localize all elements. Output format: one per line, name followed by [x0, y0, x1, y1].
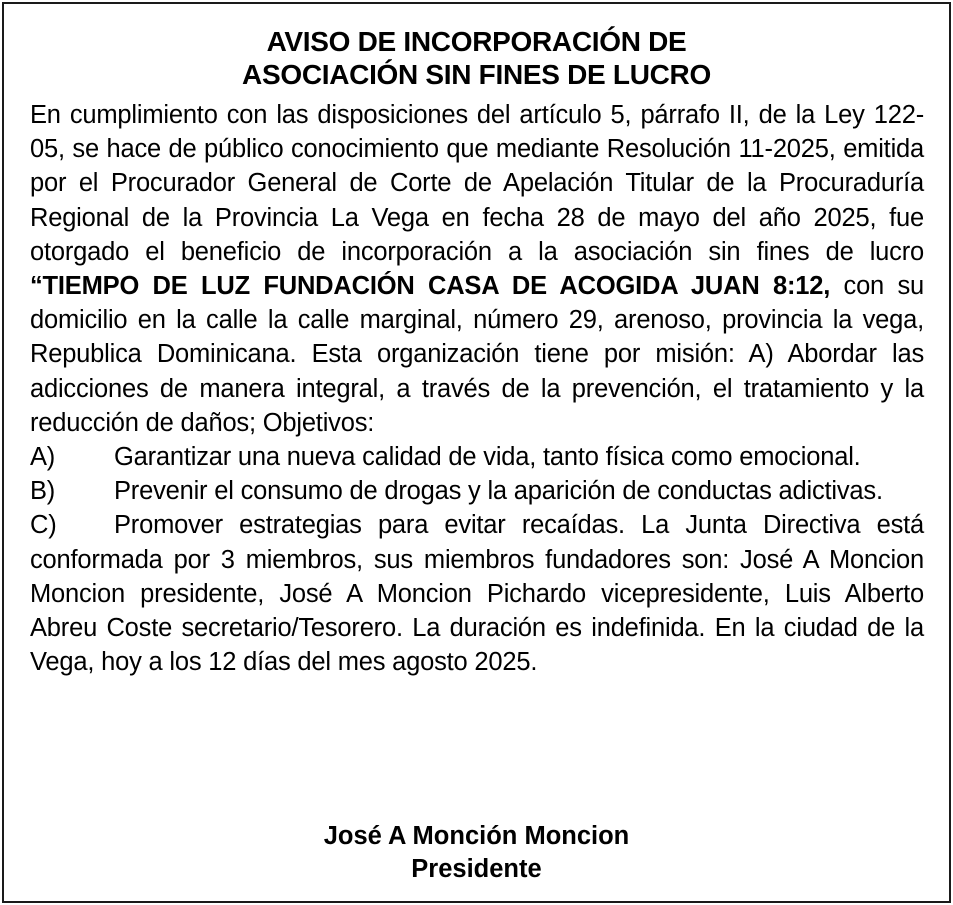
objective-item	[30, 440, 924, 474]
closing-paragraph	[30, 508, 924, 679]
closing-text: Promover estrategias para evitar recaídas. La Junta Directiva está conformada por 3 miembros, sus miembros fundadores son: José A Moncion Moncion presidente, José A Moncion Pichardo vicepresidente, Luis Alberto Abreu Coste secretario/Tesorero. La duración es indefinida. En la ciudad de la Vega, hoy a los 12 días del mes agosto 2025.	[30, 511, 924, 677]
notice-title-line-1: AVISO DE INCORPORACIÓN DE	[266, 26, 687, 57]
objective-text: Prevenir el consumo de drogas y la aparición de conductas adictivas.	[114, 477, 883, 506]
signatory-title: Presidente	[411, 855, 542, 883]
objective-text: Garantizar una nueva calidad de vida, tanto física como emocional.	[114, 443, 861, 472]
intro-paragraph	[30, 98, 924, 440]
signatory-name: José A Monción Moncion	[323, 822, 630, 850]
objective-item	[30, 474, 924, 508]
notice-frame	[2, 2, 951, 903]
objective-marker: B)	[30, 477, 56, 506]
notice-title-line-2: ASOCIACIÓN SIN FINES DE LUCRO	[242, 59, 711, 90]
notice-body	[30, 98, 924, 679]
objective-marker: A)	[30, 443, 56, 472]
intro-text-after: con su domicilio en la calle la calle marginal, número 29, arenoso, provincia la vega, Republica Dominicana. Esta organización tiene por misión: A) Abordar las adicciones de manera integral, a través de la prevención, el tratamiento y la reducción de daños; Objetivos:	[30, 272, 924, 437]
closing-marker: C)	[30, 511, 57, 540]
intro-text-before: En cumplimiento con las disposiciones del artículo 5, párrafo II, de la Ley 122-05, se hace de público conocimiento que mediante Resolución 11-2025, emitida por el Procurador General de Corte de Apelación Titular de la Procuraduría Regional de la Provincia La Vega en fecha 28 de mayo del año 2025, fue otorgado el beneficio de incorporación a la asociación sin fines de lucro	[30, 101, 924, 266]
organization-name: “TIEMPO DE LUZ FUNDACIÓN CASA DE ACOGIDA JUAN 8:12,	[30, 272, 831, 301]
